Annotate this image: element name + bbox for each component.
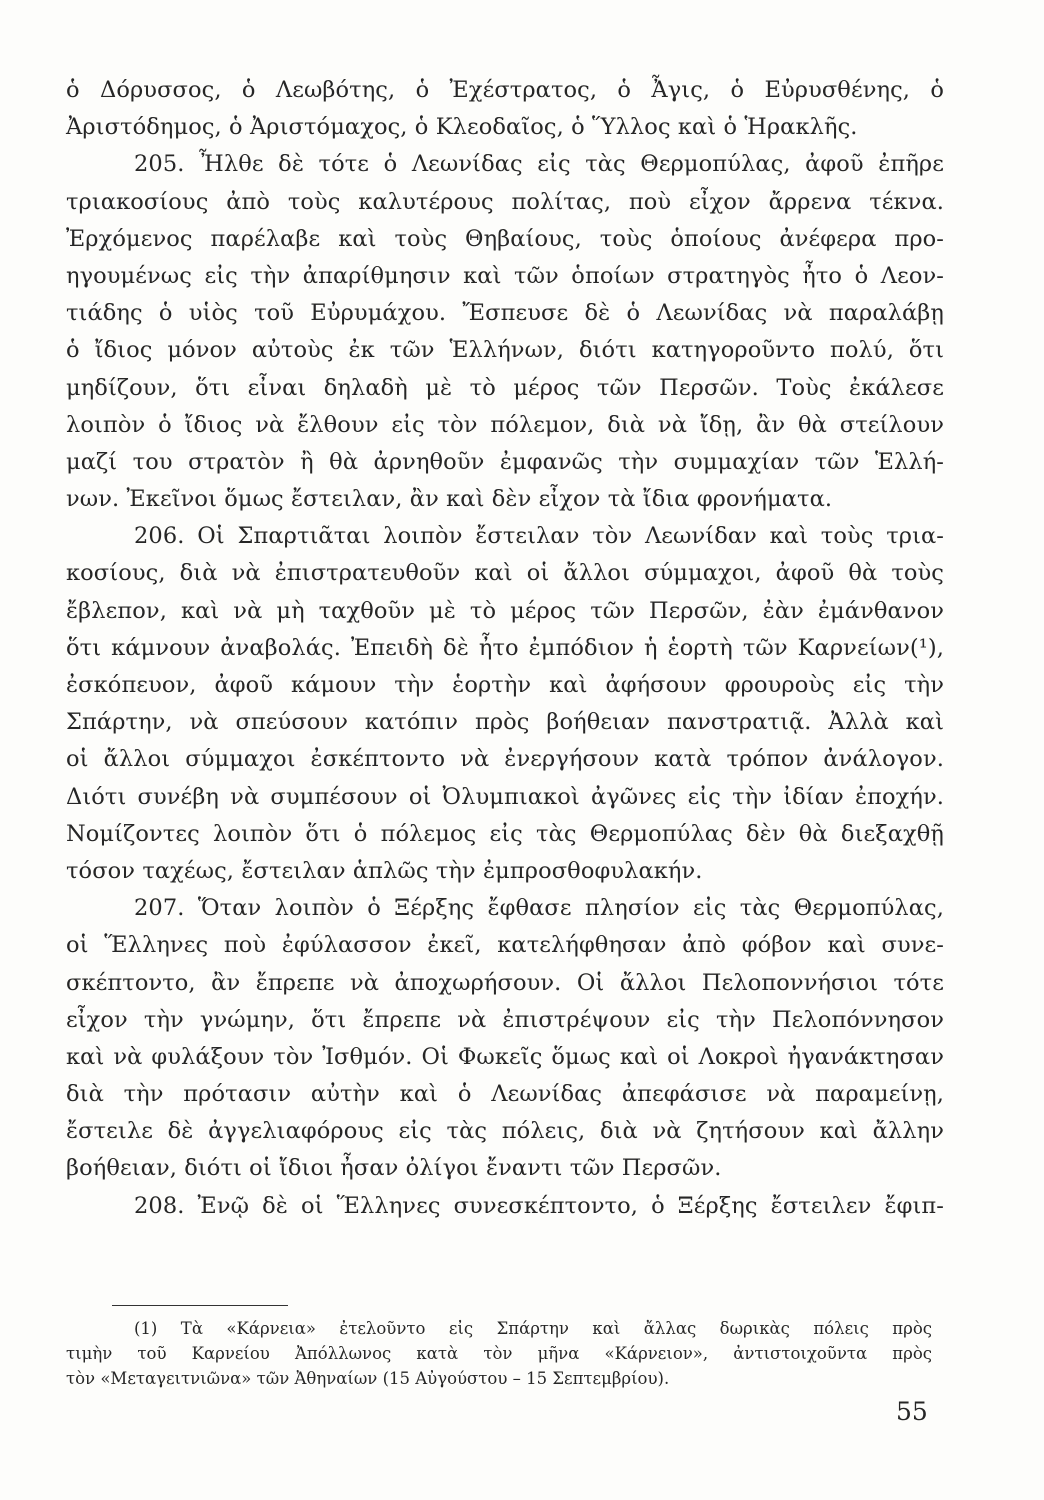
text-line: οἱ Ἕλληνες ποὺ ἐφύλασσον ἐκεῖ, κατελήφθησαν ἀπὸ φόβον καὶ συνε-	[66, 932, 944, 959]
text-line: Διότι συνέβη νὰ συμπέσουν οἱ Ὀλυμπιακοὶ ἀγῶνες εἰς τὴν ἰδίαν ἐποχήν.	[66, 783, 944, 810]
text-line: τόσον ταχέως, ἔστειλαν ἁπλῶς τὴν ἐμπροσθοφυλακήν.	[66, 857, 703, 884]
text-line: ἐσκόπευον, ἀφοῦ κάμουν τὴν ἑορτὴν καὶ ἀφήσουν φρουροὺς εἰς τὴν	[66, 672, 944, 698]
paragraph-206-start: 206. Οἱ Σπαρτιᾶται λοιπὸν ἔστειλαν τὸν Λεωνίδαν καὶ τοὺς τρια-	[134, 523, 944, 550]
page-number: 55	[896, 1397, 928, 1426]
footnote-divider	[112, 1305, 288, 1306]
text-line: κοσίους, διὰ νὰ ἐπιστρατευθοῦν καὶ οἱ ἄλλοι σύμμαχοι, ἀφοῦ θὰ τοὺς	[66, 560, 944, 587]
text-line: ηγουμένως εἰς τὴν ἀπαρίθμησιν καὶ τῶν ὁποίων στρατηγὸς ἦτο ὁ Λεον-	[66, 262, 944, 289]
footnote-line: τιμὴν τοῦ Καρνείου Ἀπόλλωνος κατὰ τὸν μῆνα «Κάρνειον», ἀντιστοιχοῦντα πρὸς	[66, 1344, 932, 1363]
footnote	[66, 1316, 932, 1391]
text-line: ἔστειλε δὲ ἀγγελιαφόρους εἰς τὰς πόλεις, διὰ νὰ ζητήσουν καὶ ἄλλην	[66, 1118, 944, 1145]
text-line: Ἐρχόμενος παρέλαβε καὶ τοὺς Θηβαίους, τοὺς ὁποίους ἀνέφερα προ-	[66, 225, 944, 252]
text-line: μαζί του στρατὸν ἢ θὰ ἀρνηθοῦν ἐμφανῶς τὴν συμμαχίαν τῶν Ἑλλή-	[66, 448, 944, 475]
footnote-line: (1) Τὰ «Κάρνεια» ἐτελοῦντο εἰς Σπάρτην καὶ ἄλλας δωρικὰς πόλεις πρὸς	[134, 1319, 932, 1338]
text-line: σκέπτοντο, ἂν ἔπρεπε νὰ ἀποχωρήσουν. Οἱ ἄλλοι Πελοποννήσιοι τότε	[66, 969, 944, 996]
paragraph-205-start: 205. Ἦλθε δὲ τότε ὁ Λεωνίδας εἰς τὰς Θερμοπύλας, ἀφοῦ ἐπῆρε	[134, 151, 944, 178]
paragraph-208-start: 208. Ἐνῷ δὲ οἱ Ἕλληνες συνεσκέπτοντο, ὁ Ξέρξης ἔστειλεν ἔφιπ-	[134, 1192, 944, 1219]
text-line: ὁ Δόρυσσος, ὁ Λεωβότης, ὁ Ἐχέστρατος, ὁ Ἆγις, ὁ Εὐρυσθένης, ὁ	[66, 77, 944, 103]
text-line: τριακοσίους ἀπὸ τοὺς καλυτέρους πολίτας, ποὺ εἶχον ἄρρενα τέκνα.	[66, 188, 944, 215]
text-line: ὅτι κάμνουν ἀναβολάς. Ἐπειδὴ δὲ ἦτο ἐμπόδιον ἡ ἑορτὴ τῶν Καρνείων(¹),	[66, 634, 944, 661]
text-line: ἔβλεπον, καὶ νὰ μὴ ταχθοῦν μὲ τὸ μέρος τῶν Περσῶν, ἐὰν ἐμάνθανον	[66, 597, 944, 624]
text-line: καὶ νὰ φυλάξουν τὸν Ἰσθμόν. Οἱ Φωκεῖς ὅμως καὶ οἱ Λοκροὶ ἠγανάκτησαν	[66, 1043, 944, 1070]
text-line: οἱ ἄλλοι σύμμαχοι ἐσκέπτοντο νὰ ἐνεργήσουν κατὰ τρόπον ἀνάλογον.	[66, 746, 944, 773]
text-line: Ἀριστόδημος, ὁ Ἀριστόμαχος, ὁ Κλεοδαῖος, ὁ Ὕλλος καὶ ὁ Ἡρακλῆς.	[66, 114, 858, 141]
footnote-line: τὸν «Μεταγειτνιῶνα» τῶν Ἀθηναίων (15 Αὐγούστου – 15 Σεπτεμβρίου).	[66, 1369, 670, 1388]
text-line: βοήθειαν, διότι οἱ ἴδιοι ἦσαν ὀλίγοι ἔναντι τῶν Περσῶν.	[66, 1155, 722, 1182]
text-line: Νομίζοντες λοιπὸν ὅτι ὁ πόλεμος εἰς τὰς Θερμοπύλας δὲν θὰ διεξαχθῇ	[66, 820, 944, 847]
text-line: διὰ τὴν πρότασιν αὐτὴν καὶ ὁ Λεωνίδας ἀπεφάσισε νὰ παραμείνῃ,	[66, 1081, 944, 1108]
text-line: μηδίζουν, ὅτι εἶναι δηλαδὴ μὲ τὸ μέρος τῶν Περσῶν. Τοὺς ἐκάλεσε	[66, 374, 944, 401]
main-text	[66, 72, 944, 1225]
text-line: λοιπὸν ὁ ἴδιος νὰ ἔλθουν εἰς τὸν πόλεμον, διὰ νὰ ἴδῃ, ἂν θὰ στείλουν	[66, 411, 944, 438]
text-line: ὁ ἴδιος μόνον αὐτοὺς ἐκ τῶν Ἑλλήνων, διότι κατηγοροῦντο πολύ, ὅτι	[66, 337, 944, 364]
text-line: νων. Ἐκεῖνοι ὅμως ἔστειλαν, ἂν καὶ δὲν εἶχον τὰ ἴδια φρονήματα.	[66, 486, 833, 513]
text-line: τιάδης ὁ υἱὸς τοῦ Εὐρυμάχου. Ἔσπευσε δὲ ὁ Λεωνίδας νὰ παραλάβῃ	[66, 300, 944, 327]
text-line: Σπάρτην, νὰ σπεύσουν κατόπιν πρὸς βοήθειαν πανστρατιᾷ. Ἀλλὰ καὶ	[66, 709, 944, 736]
paragraph-207-start: 207. Ὅταν λοιπὸν ὁ Ξέρξης ἔφθασε πλησίον εἰς τὰς Θερμοπύλας,	[134, 895, 944, 922]
text-line: εἶχον τὴν γνώμην, ὅτι ἔπρεπε νὰ ἐπιστρέψουν εἰς τὴν Πελοπόννησον	[66, 1006, 944, 1033]
